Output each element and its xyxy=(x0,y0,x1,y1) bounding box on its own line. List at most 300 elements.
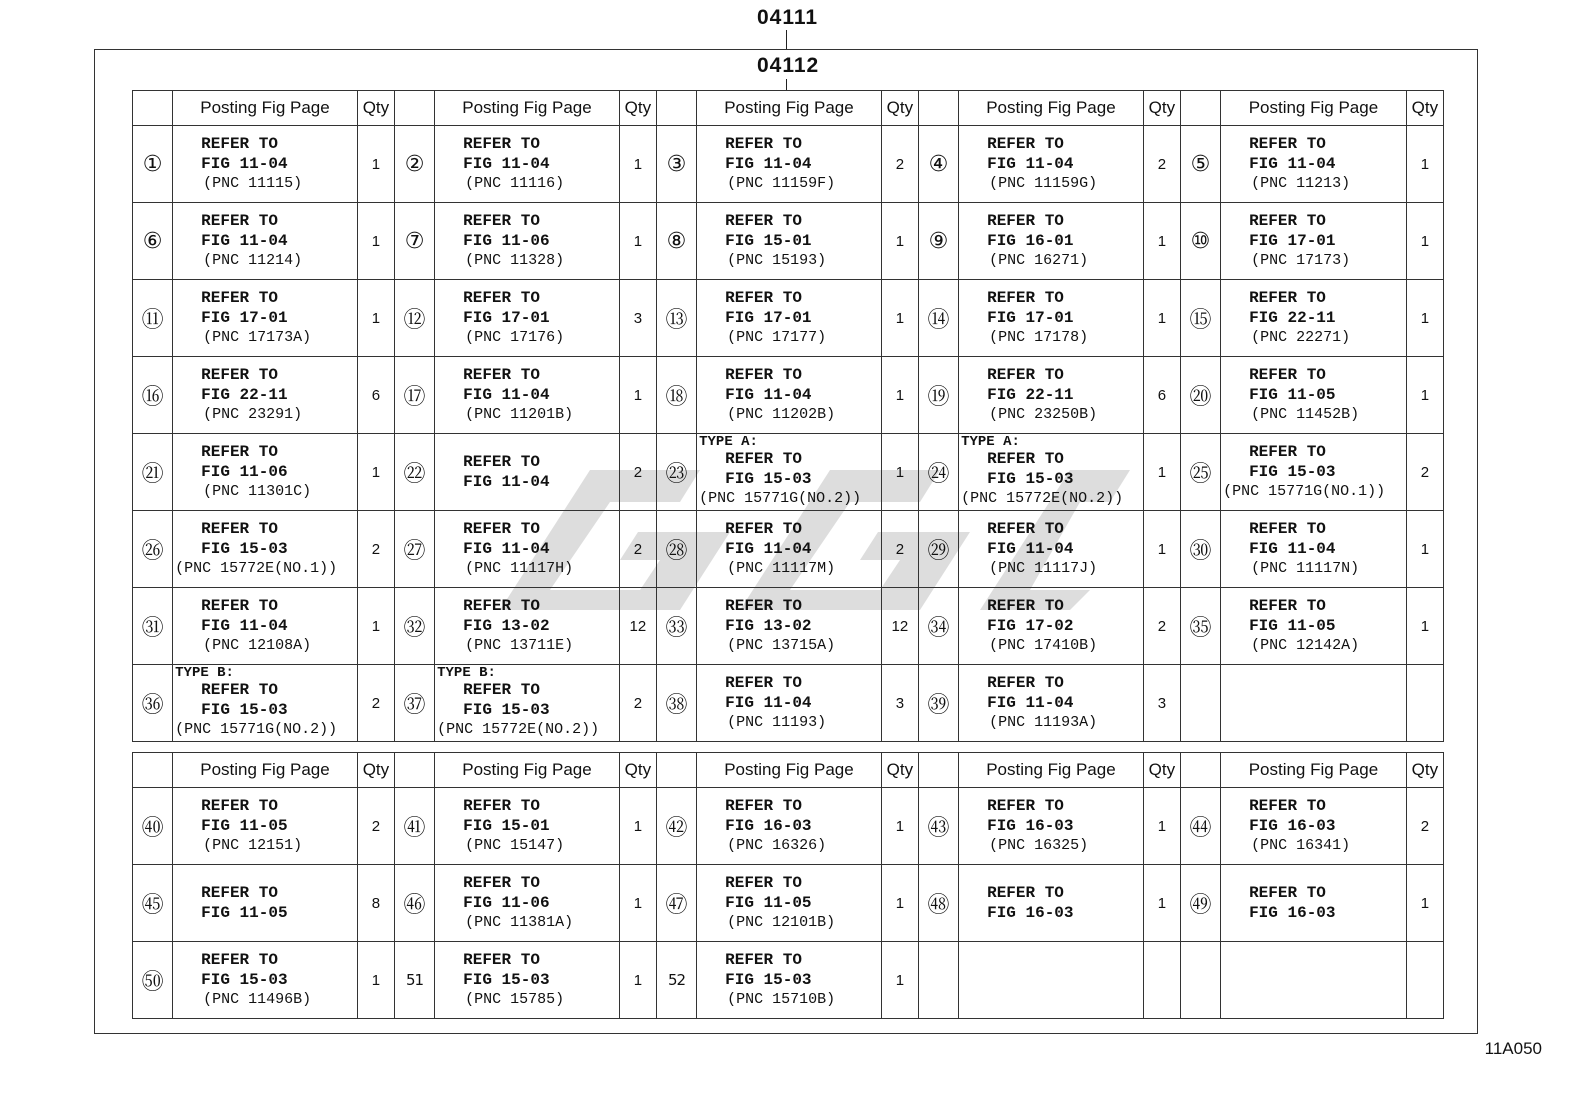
fig-number: FIG 11-04 xyxy=(725,540,812,558)
fig-number: FIG 11-04 xyxy=(987,694,1074,712)
item-number: ⑦ xyxy=(394,203,434,280)
qty-value: 1 xyxy=(357,203,394,280)
refer-to-text: REFER TO xyxy=(1249,443,1326,461)
refer-to-text: REFER TO xyxy=(1249,212,1326,230)
refer-to-text: REFER TO xyxy=(987,212,1064,230)
qty-value: 3 xyxy=(881,665,918,742)
fig-number: FIG 17-01 xyxy=(987,309,1074,327)
refer-to-text: REFER TO xyxy=(725,674,802,692)
fig-number: FIG 15-01 xyxy=(463,817,550,835)
qty-value: 1 xyxy=(881,788,918,865)
item-number: ㊷ xyxy=(656,788,696,865)
fig-number: FIG 22-11 xyxy=(1249,309,1336,327)
qty-value: 2 xyxy=(357,511,394,588)
reference-cell xyxy=(697,665,882,742)
pnc-code: (PNC 12101B) xyxy=(727,914,836,931)
qty-value: 1 xyxy=(619,788,656,865)
item-number xyxy=(918,942,958,1019)
reference-cell xyxy=(1221,357,1407,434)
header-blank xyxy=(1180,753,1220,788)
pnc-code: (PNC 11202B) xyxy=(727,406,836,423)
fig-number: FIG 11-04 xyxy=(201,155,288,173)
qty-value: 1 xyxy=(1406,357,1443,434)
qty-value: 2 xyxy=(881,511,918,588)
header-posting-fig-page: Posting Fig Page xyxy=(959,753,1144,788)
item-number: ⑯ xyxy=(133,357,173,434)
reference-cell xyxy=(435,588,620,665)
header-row xyxy=(133,753,1444,788)
fig-number: FIG 16-03 xyxy=(987,904,1074,922)
pnc-code: (PNC 16325) xyxy=(989,837,1089,854)
qty-value: 1 xyxy=(1143,511,1180,588)
reference-cell xyxy=(435,357,620,434)
qty-value: 1 xyxy=(881,942,918,1019)
qty-value: 2 xyxy=(619,511,656,588)
qty-value: 1 xyxy=(1143,280,1180,357)
header-blank xyxy=(394,753,434,788)
qty-value: 1 xyxy=(881,865,918,942)
pnc-code: (PNC 16341) xyxy=(1251,837,1351,854)
item-number: ㊿ xyxy=(133,942,173,1019)
pnc-code: (PNC 15785) xyxy=(465,991,565,1008)
refer-to-text: REFER TO xyxy=(725,450,802,468)
refer-to-text: REFER TO xyxy=(201,597,278,615)
item-number: 51 xyxy=(394,942,434,1019)
item-number: ⑧ xyxy=(656,203,696,280)
refer-to-text: REFER TO xyxy=(725,212,802,230)
fig-number: FIG 15-03 xyxy=(201,540,288,558)
header-blank xyxy=(918,91,958,126)
fig-number: FIG 15-03 xyxy=(463,701,550,719)
reference-table-1 xyxy=(132,90,1444,742)
fig-number: FIG 15-03 xyxy=(725,470,812,488)
reference-cell xyxy=(173,865,358,942)
qty-value: 2 xyxy=(619,665,656,742)
item-number: ㉙ xyxy=(918,511,958,588)
fig-number: FIG 11-04 xyxy=(1249,540,1336,558)
reference-cell xyxy=(1221,280,1407,357)
reference-cell xyxy=(959,280,1144,357)
item-number: ㉖ xyxy=(133,511,173,588)
pnc-code: (PNC 15772E(NO.2)) xyxy=(961,490,1124,507)
header-posting-fig-page: Posting Fig Page xyxy=(1221,753,1407,788)
header-blank xyxy=(1180,91,1220,126)
qty-value: 1 xyxy=(357,942,394,1019)
qty-value: 1 xyxy=(1406,511,1443,588)
refer-to-text: REFER TO xyxy=(463,951,540,969)
header-blank xyxy=(133,753,173,788)
refer-to-text: REFER TO xyxy=(987,366,1064,384)
reference-cell xyxy=(173,788,358,865)
refer-to-text: REFER TO xyxy=(201,443,278,461)
reference-cell xyxy=(1221,865,1407,942)
top-callout-label: 04111 xyxy=(757,6,819,29)
fig-number: FIG 17-01 xyxy=(201,309,288,327)
header-posting-fig-page: Posting Fig Page xyxy=(173,753,358,788)
pnc-code: (PNC 11116) xyxy=(465,175,565,192)
reference-cell xyxy=(435,665,620,742)
item-number: ㉒ xyxy=(394,434,434,511)
item-number: ㊶ xyxy=(394,788,434,865)
type-label: TYPE B: xyxy=(175,665,234,681)
qty-value: 1 xyxy=(881,280,918,357)
item-number: ㊹ xyxy=(1180,788,1220,865)
fig-number: FIG 16-03 xyxy=(1249,904,1336,922)
reference-cell xyxy=(435,942,620,1019)
refer-to-text: REFER TO xyxy=(1249,135,1326,153)
table-row xyxy=(133,357,1444,434)
fig-number: FIG 15-03 xyxy=(201,971,288,989)
fig-number: FIG 17-01 xyxy=(725,309,812,327)
refer-to-text: REFER TO xyxy=(987,289,1064,307)
reference-cell xyxy=(1221,126,1407,203)
header-qty: Qty xyxy=(881,753,918,788)
header-blank xyxy=(394,91,434,126)
header-posting-fig-page: Posting Fig Page xyxy=(435,91,620,126)
refer-to-text: REFER TO xyxy=(987,674,1064,692)
pnc-code: (PNC 11117H) xyxy=(465,560,574,577)
item-number xyxy=(1180,665,1220,742)
pnc-code: (PNC 17173A) xyxy=(203,329,312,346)
qty-value: 1 xyxy=(881,357,918,434)
qty-value: 2 xyxy=(357,788,394,865)
header-posting-fig-page: Posting Fig Page xyxy=(697,753,882,788)
item-number: ㉟ xyxy=(1180,588,1220,665)
refer-to-text: REFER TO xyxy=(1249,366,1326,384)
reference-cell xyxy=(435,203,620,280)
reference-cell xyxy=(173,665,358,742)
pnc-code: (PNC 13715A) xyxy=(727,637,836,654)
fig-number: FIG 15-03 xyxy=(463,971,550,989)
reference-cell xyxy=(697,588,882,665)
qty-value: 1 xyxy=(881,434,918,511)
item-number: ① xyxy=(133,126,173,203)
item-number: ④ xyxy=(918,126,958,203)
pnc-code: (PNC 11193A) xyxy=(989,714,1098,731)
header-qty: Qty xyxy=(357,753,394,788)
fig-number: FIG 11-05 xyxy=(725,894,812,912)
fig-number: FIG 15-03 xyxy=(201,701,288,719)
refer-to-text: REFER TO xyxy=(725,951,802,969)
reference-cell xyxy=(697,865,882,942)
item-number: ㊼ xyxy=(656,865,696,942)
fig-number: FIG 11-04 xyxy=(725,694,812,712)
pnc-code: (PNC 15771G(NO.2)) xyxy=(175,721,338,738)
qty-value xyxy=(1406,665,1443,742)
header-row xyxy=(133,91,1444,126)
refer-to-text: REFER TO xyxy=(987,450,1064,468)
qty-value xyxy=(1406,942,1443,1019)
header-blank xyxy=(918,753,958,788)
qty-value: 1 xyxy=(619,865,656,942)
item-number: ㊺ xyxy=(133,865,173,942)
fig-number: FIG 11-06 xyxy=(463,894,550,912)
item-number: ㉕ xyxy=(1180,434,1220,511)
table-row xyxy=(133,865,1444,942)
pnc-code: (PNC 15772E(NO.1)) xyxy=(175,560,338,577)
item-number: ㉔ xyxy=(918,434,958,511)
qty-value: 1 xyxy=(619,126,656,203)
pnc-code: (PNC 11193) xyxy=(727,714,827,731)
refer-to-text: REFER TO xyxy=(987,797,1064,815)
header-posting-fig-page: Posting Fig Page xyxy=(435,753,620,788)
table-row xyxy=(133,788,1444,865)
item-number: ③ xyxy=(656,126,696,203)
refer-to-text: REFER TO xyxy=(725,366,802,384)
fig-number: FIG 11-04 xyxy=(463,386,550,404)
pnc-code: (PNC 23291) xyxy=(203,406,303,423)
header-posting-fig-page: Posting Fig Page xyxy=(173,91,358,126)
refer-to-text: REFER TO xyxy=(201,212,278,230)
reference-cell xyxy=(435,865,620,942)
item-number: ⑤ xyxy=(1180,126,1220,203)
pnc-code: (PNC 15147) xyxy=(465,837,565,854)
item-number: ⑮ xyxy=(1180,280,1220,357)
item-number: ㉚ xyxy=(1180,511,1220,588)
fig-number: FIG 15-01 xyxy=(725,232,812,250)
item-number: ② xyxy=(394,126,434,203)
header-blank xyxy=(656,753,696,788)
fig-number: FIG 11-05 xyxy=(1249,386,1336,404)
fig-number: FIG 11-04 xyxy=(1249,155,1336,173)
fig-number: FIG 11-04 xyxy=(463,155,550,173)
reference-cell xyxy=(173,126,358,203)
header-blank xyxy=(656,91,696,126)
pnc-code: (PNC 11214) xyxy=(203,252,303,269)
pnc-code: (PNC 17410B) xyxy=(989,637,1098,654)
refer-to-text: REFER TO xyxy=(987,884,1064,902)
refer-to-text: REFER TO xyxy=(201,884,278,902)
item-number: 52 xyxy=(656,942,696,1019)
item-number: ㉓ xyxy=(656,434,696,511)
fig-number: FIG 16-03 xyxy=(725,817,812,835)
fig-number: FIG 13-02 xyxy=(463,617,550,635)
refer-to-text: REFER TO xyxy=(201,681,278,699)
fig-number: FIG 16-03 xyxy=(987,817,1074,835)
header-posting-fig-page: Posting Fig Page xyxy=(697,91,882,126)
qty-value: 1 xyxy=(357,588,394,665)
pnc-code: (PNC 22271) xyxy=(1251,329,1351,346)
qty-value xyxy=(1143,942,1180,1019)
fig-number: FIG 17-01 xyxy=(1249,232,1336,250)
reference-cell xyxy=(959,434,1144,511)
pnc-code: (PNC 11159G) xyxy=(989,175,1098,192)
item-number: ⑫ xyxy=(394,280,434,357)
refer-to-text: REFER TO xyxy=(725,797,802,815)
item-number: ⑬ xyxy=(656,280,696,357)
fig-number: FIG 16-03 xyxy=(1249,817,1336,835)
header-qty: Qty xyxy=(1143,91,1180,126)
reference-cell xyxy=(1221,511,1407,588)
reference-cell xyxy=(173,357,358,434)
reference-cell xyxy=(435,280,620,357)
table-row xyxy=(133,203,1444,280)
reference-cell xyxy=(435,788,620,865)
header-blank xyxy=(133,91,173,126)
refer-to-text: REFER TO xyxy=(725,874,802,892)
table-row xyxy=(133,126,1444,203)
item-number: ㉝ xyxy=(656,588,696,665)
refer-to-text: REFER TO xyxy=(463,597,540,615)
header-qty: Qty xyxy=(881,91,918,126)
refer-to-text: REFER TO xyxy=(201,366,278,384)
refer-to-text: REFER TO xyxy=(463,366,540,384)
fig-number: FIG 15-03 xyxy=(1249,463,1336,481)
table-row xyxy=(133,280,1444,357)
refer-to-text: REFER TO xyxy=(1249,797,1326,815)
figure-code: 11A050 xyxy=(1484,1039,1542,1058)
pnc-code: (PNC 16326) xyxy=(727,837,827,854)
refer-to-text: REFER TO xyxy=(725,597,802,615)
inner-callout-label: 04112 xyxy=(757,54,820,77)
pnc-code: (PNC 11115) xyxy=(203,175,303,192)
qty-value: 1 xyxy=(881,203,918,280)
qty-value: 1 xyxy=(1406,865,1443,942)
qty-value: 6 xyxy=(357,357,394,434)
qty-value: 1 xyxy=(619,203,656,280)
pnc-code: (PNC 11159F) xyxy=(727,175,836,192)
item-number: ⑱ xyxy=(656,357,696,434)
item-number: ㊲ xyxy=(394,665,434,742)
pnc-code: (PNC 12142A) xyxy=(1251,637,1360,654)
item-number: ㊱ xyxy=(133,665,173,742)
fig-number: FIG 11-04 xyxy=(463,473,550,491)
qty-value: 1 xyxy=(357,434,394,511)
qty-value: 1 xyxy=(1406,126,1443,203)
item-number: ⑩ xyxy=(1180,203,1220,280)
table-row xyxy=(133,942,1444,1019)
reference-cell xyxy=(1221,665,1407,742)
reference-cell xyxy=(959,357,1144,434)
fig-number: FIG 11-04 xyxy=(463,540,550,558)
qty-value: 1 xyxy=(1406,280,1443,357)
qty-value: 1 xyxy=(619,357,656,434)
qty-value: 1 xyxy=(357,280,394,357)
top-leader-line xyxy=(786,30,787,49)
fig-number: FIG 17-02 xyxy=(987,617,1074,635)
fig-number: FIG 11-05 xyxy=(201,817,288,835)
reference-cell xyxy=(697,942,882,1019)
refer-to-text: REFER TO xyxy=(463,289,540,307)
reference-cell xyxy=(697,357,882,434)
qty-value: 12 xyxy=(881,588,918,665)
refer-to-text: REFER TO xyxy=(201,289,278,307)
table-row xyxy=(133,588,1444,665)
fig-number: FIG 11-04 xyxy=(987,540,1074,558)
fig-number: FIG 11-04 xyxy=(725,155,812,173)
inner-leader-line xyxy=(786,79,787,90)
item-number: ⑥ xyxy=(133,203,173,280)
item-number: ㉗ xyxy=(394,511,434,588)
type-label: TYPE B: xyxy=(437,665,496,681)
pnc-code: (PNC 11452B) xyxy=(1251,406,1360,423)
reference-cell xyxy=(173,511,358,588)
header-posting-fig-page: Posting Fig Page xyxy=(959,91,1144,126)
reference-cell xyxy=(173,203,358,280)
qty-value: 1 xyxy=(357,126,394,203)
qty-value: 2 xyxy=(881,126,918,203)
pnc-code: (PNC 12108A) xyxy=(203,637,312,654)
reference-cell xyxy=(697,434,882,511)
qty-value: 2 xyxy=(619,434,656,511)
pnc-code: (PNC 11381A) xyxy=(465,914,574,931)
qty-value: 2 xyxy=(1143,588,1180,665)
refer-to-text: REFER TO xyxy=(463,874,540,892)
pnc-code: (PNC 17176) xyxy=(465,329,565,346)
fig-number: FIG 16-01 xyxy=(987,232,1074,250)
pnc-code: (PNC 17177) xyxy=(727,329,827,346)
table-row xyxy=(133,434,1444,511)
item-number: ⑭ xyxy=(918,280,958,357)
qty-value: 3 xyxy=(1143,665,1180,742)
qty-value: 2 xyxy=(357,665,394,742)
qty-value: 2 xyxy=(1406,434,1443,511)
reference-cell xyxy=(173,280,358,357)
pnc-code: (PNC 13711E) xyxy=(465,637,574,654)
fig-number: FIG 22-11 xyxy=(987,386,1074,404)
pnc-code: (PNC 11301C) xyxy=(203,483,312,500)
item-number: ㊽ xyxy=(918,865,958,942)
qty-value: 1 xyxy=(1143,788,1180,865)
qty-value: 1 xyxy=(1406,203,1443,280)
reference-cell xyxy=(173,942,358,1019)
pnc-code: (PNC 11117N) xyxy=(1251,560,1360,577)
item-number: ㊳ xyxy=(656,665,696,742)
header-qty: Qty xyxy=(1406,91,1443,126)
reference-cell xyxy=(959,588,1144,665)
item-number: ⑪ xyxy=(133,280,173,357)
header-qty: Qty xyxy=(619,753,656,788)
reference-cell xyxy=(173,434,358,511)
item-number: ㉜ xyxy=(394,588,434,665)
pnc-code: (PNC 11117J) xyxy=(989,560,1098,577)
reference-cell xyxy=(959,942,1144,1019)
item-number: ㊴ xyxy=(918,665,958,742)
header-qty: Qty xyxy=(619,91,656,126)
reference-cell xyxy=(697,126,882,203)
item-number: ㉘ xyxy=(656,511,696,588)
reference-cell xyxy=(959,203,1144,280)
qty-value: 6 xyxy=(1143,357,1180,434)
refer-to-text: REFER TO xyxy=(201,797,278,815)
item-number: ⑨ xyxy=(918,203,958,280)
item-number: ㊻ xyxy=(394,865,434,942)
refer-to-text: REFER TO xyxy=(463,681,540,699)
pnc-code: (PNC 15193) xyxy=(727,252,827,269)
reference-cell xyxy=(1221,942,1407,1019)
item-number: ㉑ xyxy=(133,434,173,511)
qty-value: 1 xyxy=(1143,865,1180,942)
qty-value: 1 xyxy=(1406,588,1443,665)
table-row xyxy=(133,665,1444,742)
item-number: ⑰ xyxy=(394,357,434,434)
refer-to-text: REFER TO xyxy=(463,212,540,230)
header-qty: Qty xyxy=(1143,753,1180,788)
fig-number: FIG 11-04 xyxy=(987,155,1074,173)
reference-table-2 xyxy=(132,752,1444,1019)
qty-value: 2 xyxy=(1143,126,1180,203)
refer-to-text: REFER TO xyxy=(1249,289,1326,307)
pnc-code: (PNC 12151) xyxy=(203,837,303,854)
reference-cell xyxy=(435,511,620,588)
refer-to-text: REFER TO xyxy=(201,135,278,153)
pnc-code: (PNC 11117M) xyxy=(727,560,836,577)
refer-to-text: REFER TO xyxy=(987,135,1064,153)
reference-cell xyxy=(697,788,882,865)
pnc-code: (PNC 15772E(NO.2)) xyxy=(437,721,600,738)
reference-cell xyxy=(959,865,1144,942)
refer-to-text: REFER TO xyxy=(201,951,278,969)
